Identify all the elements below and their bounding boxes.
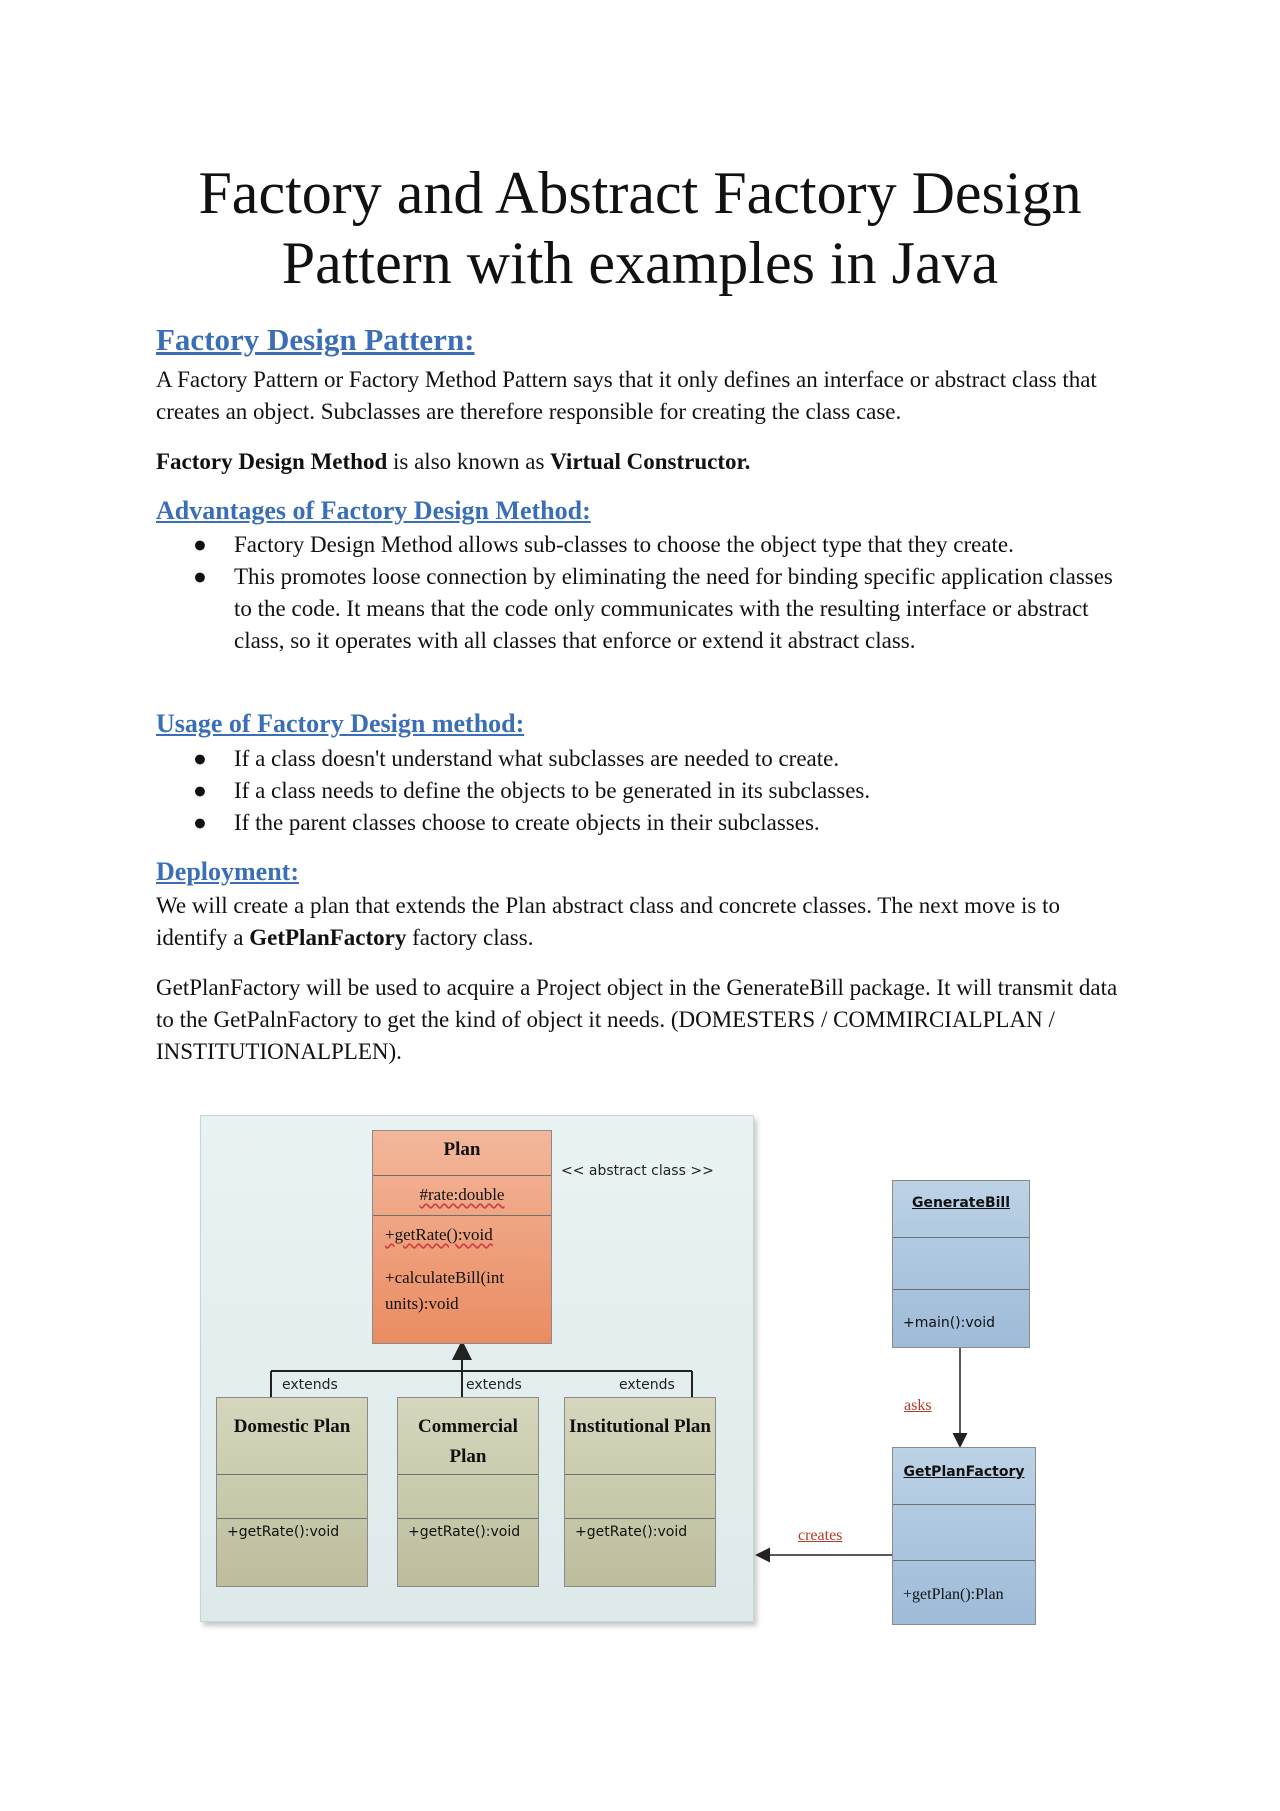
abstract-class-note: << abstract class >>	[561, 1163, 714, 1179]
class-name: Domestic Plan	[233, 1416, 351, 1437]
class-attribute: #rate:double	[419, 1185, 505, 1204]
extends-label: extends	[619, 1377, 675, 1393]
class-divider	[398, 1518, 538, 1519]
bullet-icon: ●	[193, 778, 207, 803]
bold-term: GetPlanFactory	[249, 925, 407, 950]
class-name: Commercial Plan	[418, 1416, 518, 1467]
class-divider	[565, 1518, 715, 1519]
class-divider	[565, 1474, 715, 1475]
class-divider	[217, 1518, 367, 1519]
list-item	[156, 775, 1116, 807]
bullet-icon: ●	[193, 564, 207, 589]
class-method: +getRate():void	[408, 1524, 521, 1540]
list-item-text: If a class needs to define the objects to be generated in its subclasses.	[234, 778, 871, 803]
class-divider	[893, 1237, 1029, 1238]
usage-list	[156, 743, 1116, 839]
class-divider	[217, 1474, 367, 1475]
asks-label: asks	[904, 1397, 932, 1414]
extends-label: extends	[466, 1377, 522, 1393]
text-span: is also known as	[387, 449, 551, 474]
section-heading-advantages: Advantages of Factory Design Method:	[156, 496, 591, 525]
class-divider	[893, 1560, 1035, 1561]
class-divider	[373, 1215, 551, 1216]
bold-term: Virtual Constructor.	[550, 449, 751, 474]
advantages-list	[156, 529, 1116, 657]
list-item-text: If the parent classes choose to create objects in their subclasses.	[234, 810, 820, 835]
section-heading-factory-pattern: Factory Design Pattern:	[156, 322, 475, 357]
bullet-icon: ●	[193, 810, 207, 835]
class-name: Plan	[443, 1139, 481, 1160]
text-span: factory class.	[406, 925, 534, 950]
class-method: +calculateBill(int units):void	[385, 1268, 505, 1313]
list-item-text: Factory Design Method allows sub-classes to choose the object type that they create.	[234, 532, 1014, 557]
list-item	[156, 807, 1116, 839]
list-item-text: This promotes loose connection by eliminating the need for binding specific application classes to the code. It means that the code only communicates with the resulting interface or abstract class, so it operates with all classes that enforce or extend it abstract class.	[234, 564, 1113, 653]
uml-class-institutional-plan	[564, 1397, 716, 1587]
list-item-text: If a class doesn't understand what subclasses are needed to create.	[234, 746, 840, 771]
creates-label: creates	[798, 1527, 843, 1544]
bullet-icon: ●	[193, 532, 207, 557]
paragraph-virtual-constructor	[156, 446, 1131, 478]
class-method: +getRate():void	[385, 1225, 493, 1244]
bold-term: Factory Design Method	[156, 449, 388, 474]
extends-label: extends	[282, 1377, 338, 1393]
list-item	[156, 529, 1116, 561]
uml-class-plan	[372, 1130, 552, 1344]
class-method: +getRate():void	[575, 1524, 688, 1540]
class-divider	[893, 1289, 1029, 1290]
uml-class-generate-bill	[892, 1180, 1030, 1348]
class-divider	[373, 1175, 551, 1176]
uml-class-commercial-plan	[397, 1397, 539, 1587]
uml-class-get-plan-factory	[892, 1447, 1036, 1625]
text-span: We will create a plan that extends the Plan abstract class and concrete classes. The next move is to identify a	[156, 893, 1060, 950]
uml-class-diagram	[198, 1115, 1048, 1635]
page-title: Factory and Abstract Factory Design Pattern with examples in Java	[198, 160, 1082, 296]
section-heading-deployment: Deployment:	[156, 857, 299, 886]
class-divider	[398, 1474, 538, 1475]
list-item	[156, 743, 1116, 775]
bullet-icon: ●	[193, 746, 207, 771]
section-heading-usage: Usage of Factory Design method:	[156, 709, 525, 738]
paragraph-getplanfactory: GetPlanFactory will be used to acquire a Project object in the GenerateBill package. It will transmit data to the GetPalnFactory to get the kind of object it needs. (DOMESTERS / COMMIRCIALPLAN / INSTITUTIONALPLEN).	[156, 975, 1118, 1064]
class-name: GenerateBill	[911, 1195, 1011, 1211]
class-method: +getRate():void	[227, 1524, 340, 1540]
paragraph-deployment	[156, 890, 1131, 954]
uml-class-domestic-plan	[216, 1397, 368, 1587]
class-divider	[893, 1504, 1035, 1505]
list-item	[156, 561, 1116, 657]
paragraph-definition: A Factory Pattern or Factory Method Pattern says that it only defines an interface or abstract class that creates an object. Subclasses are therefore responsible for creating the class case.	[156, 367, 1097, 424]
class-method: +main():void	[903, 1315, 995, 1331]
class-method: +getPlan():Plan	[903, 1586, 1004, 1603]
class-name: Institutional Plan	[568, 1416, 711, 1437]
class-name: GetPlanFactory	[903, 1464, 1025, 1480]
